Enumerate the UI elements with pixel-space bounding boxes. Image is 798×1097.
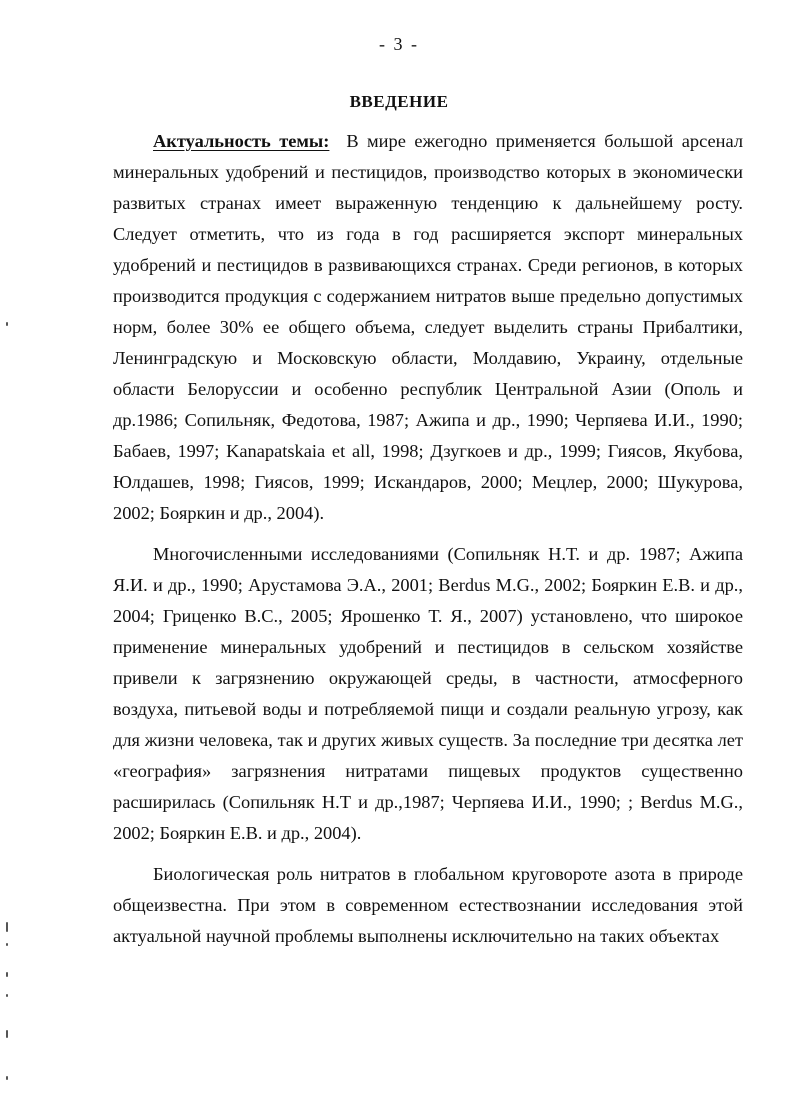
body-text xyxy=(113,126,743,952)
scan-margin-mark xyxy=(6,943,8,946)
paragraph-relevance xyxy=(113,126,743,529)
paragraph-text: В мире ежегодно применяется большой арсенал минеральных удобрений и пестицидов, производство которых в экономически развитых странах имеет выраженную тенденцию к дальнейшему росту. Следует отметить, что из года в год расширяется экспорт минеральных удобрений и пестицидов в развивающихся странах. Среди регионов, в которых производится продукция с содержанием нитратов выше предельно допустимых норм, более 30% ее общего объема, следует выделить страны Прибалтики, Ленинградскую и Московскую области, Молдавию, Украину, отдельные области Белоруссии и особенно республик Центральной Азии (Ополь и др.1986; Сопильняк, Федотова, 1987; Ажипа и др., 1990; Черпяева И.И., 1990; Бабаев, 1997; Kanapatskaia et all, 1998; Дзугкоев и др., 1999; Гиясов, Якубова, Юлдашев, 1998; Гиясов, 1999; Искандаров, 2000; Мецлер, 2000; Шукурова, 2002; Бояркин и др., 2004). xyxy=(113,131,743,523)
section-heading: ВВЕДЕНИЕ xyxy=(349,92,449,111)
page-number: - 3 - xyxy=(379,34,419,54)
relevance-label: Актуальность темы: xyxy=(153,131,330,151)
scan-margin-mark xyxy=(6,1076,8,1080)
scan-margin-mark xyxy=(6,1030,8,1038)
paragraph-text: Многочисленными исследованиями (Сопильняк Н.Т. и др. 1987; Ажипа Я.И. и др., 1990; Арустамова Э.А., 2001; Berdus M.G., 2002; Бояркин Е.В. и др., 2004; Гриценко В.С., 2005; Ярошенко Т. Я., 2007) установлено, что широкое применение минеральных удобрений и пестицидов в сельском хозяйстве привели к загрязнению окружающей среды, в частности, атмосферного воздуха, питьевой воды и потребляемой пищи и создали реальную угрозу, как для жизни человека, так и других живых существ. За последние три десятка лет «география» загрязнения нитратами пищевых продуктов существенно расширилась (Сопильняк Н.Т и др.,1987; Черпяева И.И., 1990; ; Berdus M.G., 2002; Бояркин Е.В. и др., 2004). xyxy=(113,544,743,843)
scan-margin-mark xyxy=(6,922,8,932)
scan-margin-mark xyxy=(6,994,8,997)
scan-margin-mark xyxy=(6,972,8,977)
paragraph-text: Биологическая роль нитратов в глобальном круговороте азота в природе общеизвестна. При этом в современном естествознании исследования этой актуальной научной проблемы выполнены исключительно на таких объектах xyxy=(113,864,743,946)
paragraph-biological-role xyxy=(113,859,743,952)
scan-margin-mark xyxy=(6,322,8,326)
paragraph-research xyxy=(113,539,743,849)
